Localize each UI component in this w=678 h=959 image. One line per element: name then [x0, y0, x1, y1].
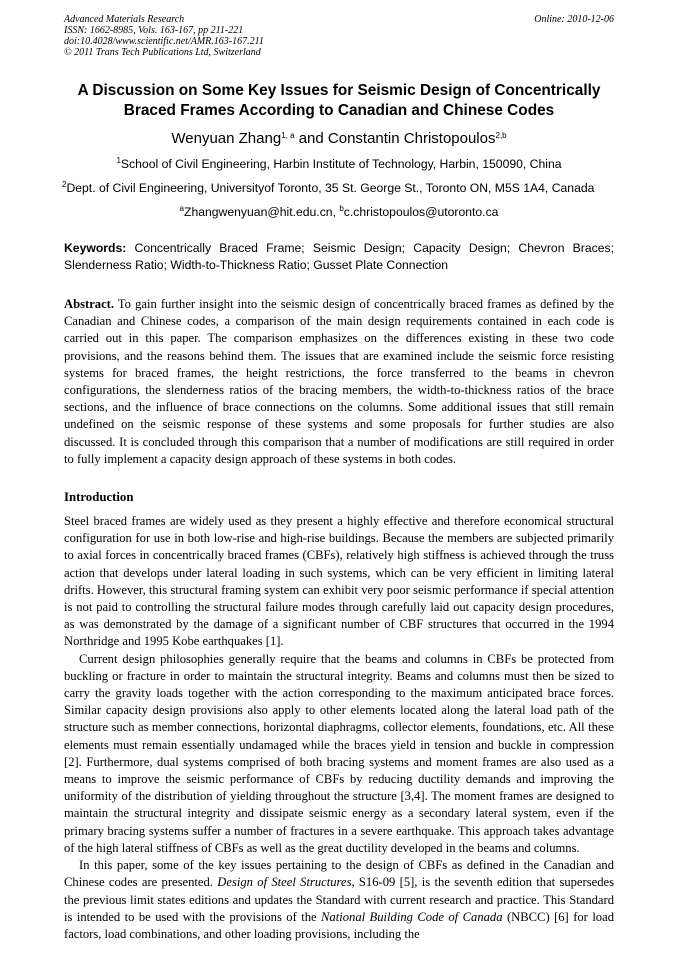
p3-text-a: In this paper, some of the key issues pertaining to the design of CBFs as defined in the Canadian and Chinese codes are presented.: [64, 858, 614, 890]
keywords-label: Keywords:: [64, 241, 127, 255]
p3-italic-1: Design of Steel Structures: [217, 875, 352, 890]
author-1-sup: 1, a: [281, 131, 295, 140]
abstract-label: Abstract.: [64, 297, 115, 311]
affiliation-2: [62, 181, 614, 196]
p3-text-b: , S16-09 [5], is the seventh edition that supersedes the previous limit states editions and updates the Standard with current research and practice. This Standard is intended to be used with the provisions of the: [64, 875, 614, 924]
abstract: [64, 296, 614, 468]
p3-text-c: (NBCC) [6] for load factors, load combinations, and other loading provisions, including the: [64, 909, 614, 941]
email-b-sup: b: [339, 204, 344, 213]
keywords-text: Concentrically Braced Frame; Seismic Design; Capacity Design; Chevron Braces; Slenderness Ratio; Width-to-Thickness Ratio; Gusset Plate Connection: [64, 241, 614, 272]
copyright-line: © 2011 Trans Tech Publications Ltd, Switzerland: [64, 47, 261, 58]
email-a-sup: a: [179, 204, 184, 213]
title-line-2: Braced Frames According to Canadian and Chinese Codes: [123, 102, 555, 119]
journal-name: Advanced Materials Research: [64, 14, 185, 25]
email-line: [64, 205, 614, 220]
intro-paragraph-3: [64, 857, 614, 943]
abstract-text: To gain further insight into the seismic design of concentrically braced frames as defined by the Canadian and Chinese codes, a comparison of the main design requirements contained in each code is carried out in this paper. The comparison emphasizes on the differences existing in these two code provisions, and the reasons behind them. The issues that are examined include the seismic force resisting systems for braced frames, the height restrictions, the force transferred to the beams in chevron configurations, the slenderness ratios of the bracing members, the width-to-thickness ratios of the brace sections, and the influence of brace connections on the columns. Some additional issues that still remain undefined on the seismic response of these systems and some proposals for further studies are also discussed. It is concluded through this comparison that a number of modifications are still required in order to fully implement a capacity design approach of these systems in both codes.: [64, 297, 614, 466]
paper-title: [64, 81, 614, 121]
intro-paragraph-1: Steel braced frames are widely used as they present a highly effective and therefore economical structural configuration for use in both low-rise and high-rise buildings. Because the members are subjected primarily to axial forces in concentrically braced frames (CBFs), relatively high stiffness is achieved through the truss action that develops under lateral loading in such systems, which can be very efficient in limiting lateral drifts. However, this structural framing system can exhibit very poor seismic performance if special attention is not paid to controlling the structural failure modes through carefully laid out capacity design procedures, as was demonstrated by the damage of a significant number of CBF structures that occurred in the 1994 Northridge and 1995 Kobe earthquakes [1].: [64, 514, 614, 649]
author-2: and Constantin Christopoulos: [294, 130, 496, 147]
title-line-1: A Discussion on Some Key Issues for Seismic Design of Concentrically: [77, 82, 601, 99]
paper-page: [64, 14, 614, 943]
author-1: Wenyuan Zhang: [171, 130, 282, 147]
keywords: [64, 240, 614, 274]
author-2-sup: 2,b: [495, 131, 507, 140]
author-line: [64, 129, 614, 149]
affiliation-2-sup: 2: [62, 180, 67, 189]
section-heading-introduction: Introduction: [64, 490, 134, 505]
affiliation-2-text: Dept. of Civil Engineering, Universityof Toronto, 35 St. George St., Toronto ON, M5S 1A4, Canada: [66, 181, 595, 195]
issn-line: ISSN: 1662-8985, Vols. 163-167, pp 211-221: [64, 25, 244, 36]
email-b: c.christopoulos@utoronto.ca: [343, 205, 499, 219]
doi-line: doi:10.4028/www.scientific.net/AMR.163-167.211: [64, 36, 264, 47]
p3-italic-2: National Building Code of Canada: [321, 909, 503, 924]
affiliation-1-text: School of Civil Engineering, Harbin Institute of Technology, Harbin, 150090, China: [120, 157, 562, 171]
affiliation-1-sup: 1: [116, 156, 121, 165]
email-a: Zhangwenyuan@hit.edu.cn,: [184, 205, 340, 219]
affiliation-1: [64, 157, 614, 172]
journal-header: [64, 14, 614, 62]
online-date: Online: 2010-12-06: [534, 14, 614, 25]
intro-paragraph-2: Current design philosophies generally require that the beams and columns in CBFs be protected from buckling or fracture in order to maintain the structural integrity. Beams and columns must then be sized to carry the gravity loads together with the action corresponding to the maximum anticipated brace forces. Similar capacity design provisions also apply to other elements located along the lateral load path of the structure such as member connections, horizontal diaphragms, collector elements, foundations, etc. All these elements must remain essentially undamaged while the braces yield in tension and buckle in compression [2]. Furthermore, dual systems comprised of both bracing systems and moment frames are also used as a means to improve the seismic performance of CBFs by reducing ductility demands and improving the uniformity of the distribution of yielding throughout the structure [3,4]. The moment frames are designed to maintain the structural integrity and dissipate seismic energy as a secondary lateral system, even if the primary bracing systems suffer a number of fractures in a severe earthquake. This approach takes advantage of the high lateral stiffness of CBFs as well as the great ductility developed in the beams and columns.: [64, 651, 614, 855]
